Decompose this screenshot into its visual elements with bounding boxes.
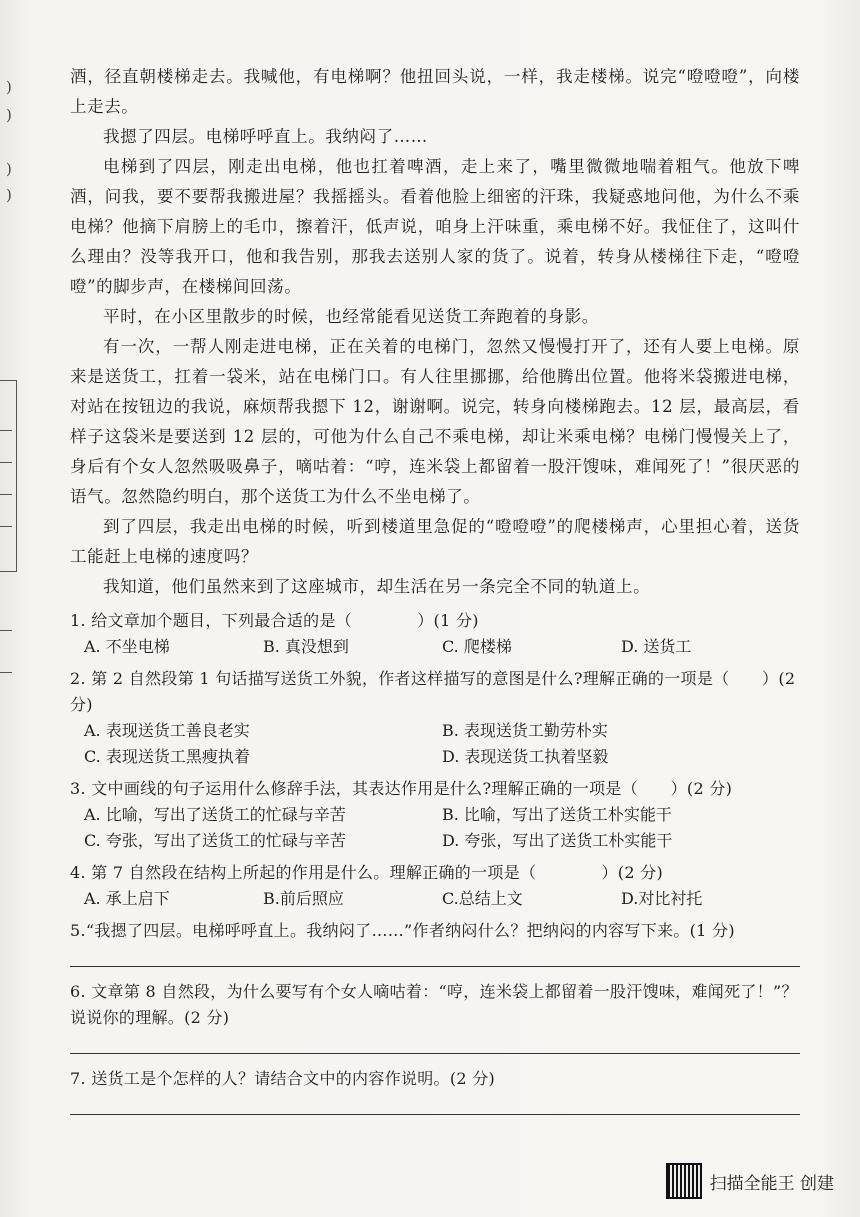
option-d[interactable]: D. 表现送货工执着坚毅 [442, 747, 609, 766]
scanner-watermark [666, 1163, 834, 1199]
option-a[interactable]: A. 承上启下 [84, 889, 170, 908]
option-c[interactable]: C. 夸张，写出了送货工的忙碌与辛苦 [84, 831, 346, 850]
option-a[interactable]: A. 表现送货工善良老实 [84, 721, 250, 740]
margin-line [0, 630, 12, 631]
option-a[interactable]: A. 比喻，写出了送货工的忙碌与辛苦 [84, 805, 346, 824]
option-c[interactable]: C. 表现送货工黑瘦执着 [84, 747, 250, 766]
passage-paragraph-7: 我知道，他们虽然来到了这座城市，却生活在另一条完全不同的轨道上。 [103, 577, 651, 596]
option-d[interactable]: D. 夸张，写出了送货工朴实能干 [442, 831, 673, 850]
question-2: 2. 第 2 自然段第 1 句话描写送货工外貌，作者这样描写的意图是什么?理解正确的一项是（ ）(2 分) [70, 669, 796, 714]
option-c[interactable]: C. 爬楼梯 [442, 637, 512, 656]
answer-line-6[interactable] [70, 1053, 800, 1054]
question-1-options [84, 634, 800, 660]
margin-line [0, 462, 12, 463]
option-d[interactable]: D. 送货工 [621, 637, 692, 656]
answer-line-7[interactable] [70, 1114, 800, 1115]
option-c[interactable]: C.总结上文 [442, 889, 523, 908]
qr-code-icon [666, 1163, 702, 1199]
question-3-options-row2 [84, 828, 800, 854]
margin-paren: ) [6, 106, 12, 124]
question-7: 7. 送货工是个怎样的人？请结合文中的内容作说明。(2 分) [70, 1069, 496, 1088]
passage-paragraph-3: 电梯到了四层，刚走出电梯，他也扛着啤酒，走上来了，嘴里微微地喘着粗气。他放下啤酒，问我，要不要帮我搬进屋？我摇摇头。看着他脸上细密的汗珠，我疑惑地问他，为什么不乘电梯？他摘下肩膀上的毛巾，擦着汗，低声说，咱身上汗味重，乘电梯不好。我怔住了，这叫什么理由？没等我开口，他和我告别，那我去送别人家的货了。说着，转身从楼梯往下走，“噔噔噔”的脚步声，在楼梯间回荡。 [70, 157, 800, 296]
passage-paragraph-5: 有一次，一帮人刚走进电梯，正在关着的电梯门，忽然又慢慢打开了，还有人要上电梯。原来是送货工，扛着一袋米，站在电梯门口。有人往里挪挪，给他腾出位置。他将米袋搬进电梯，对站在按钮边的我说，麻烦帮我摁下 12，谢谢啊。说完，转身向楼梯跑去。12 层，最高层，看样子这袋米是要送到 12 层的，可他为什么自己不乘电梯，却让米乘电梯？电梯门慢慢关上了，身后有个女人忽然吸吸鼻子，嘀咕着：“哼，连米袋上都留着一股汗馊味，难闻死了！”很厌恶的语气。忽然隐约明白，那个送货工为什么不坐电梯了。 [70, 337, 800, 506]
option-d[interactable]: D.对比衬托 [621, 889, 703, 908]
question-4-options [84, 886, 800, 912]
question-5: 5.“我摁了四层。电梯呼呼直上。我纳闷了……”作者纳闷什么？把纳闷的内容写下来。(1 分) [70, 921, 735, 940]
exam-content [70, 62, 800, 1127]
passage-paragraph-4: 平时，在小区里散步的时候，也经常能看见送货工奔跑着的身影。 [103, 307, 599, 326]
option-a[interactable]: A. 不坐电梯 [84, 637, 170, 656]
question-4: 4. 第 7 自然段在结构上所起的作用是什么。理解正确的一项是（ ）(2 分) [70, 863, 664, 882]
passage-paragraph-1: 酒，径直朝楼梯走去。我喊他，有电梯啊？他扭回头说，一样，我走楼梯。说完“噔噔噔”，向楼上走去。 [70, 67, 800, 116]
watermark-label: 扫描全能王 创建 [709, 1173, 834, 1194]
question-3-options [84, 802, 800, 828]
question-1: 1. 给文章加个题目，下列最合适的是（ ）(1 分) [70, 611, 479, 630]
margin-paren: ) [6, 160, 12, 178]
question-2-options [84, 718, 800, 744]
margin-paren: ) [6, 78, 12, 96]
question-3: 3. 文中画线的句子运用什么修辞手法，其表达作用是什么?理解正确的一项是（ ）(2 分) [70, 779, 733, 798]
option-b[interactable]: B. 真没想到 [263, 637, 349, 656]
option-b[interactable]: B. 比喻，写出了送货工朴实能干 [442, 805, 672, 824]
margin-box [0, 380, 17, 572]
passage-paragraph-2: 我摁了四层。电梯呼呼直上。我纳闷了…… [103, 127, 428, 146]
option-b[interactable]: B.前后照应 [263, 889, 344, 908]
passage-paragraph-6: 到了四层，我走出电梯的时候，听到楼道里急促的“噔噔噔”的爬楼梯声，心里担心着，送货工能赶上电梯的速度吗？ [70, 517, 800, 566]
left-margin-marks [0, 0, 40, 1217]
margin-line [0, 430, 12, 431]
answer-line-5[interactable] [70, 966, 800, 967]
margin-line [0, 672, 12, 673]
option-b[interactable]: B. 表现送货工勤劳朴实 [442, 721, 608, 740]
question-6: 6. 文章第 8 自然段，为什么要写有个女人嘀咕着：“哼，连米袋上都留着一股汗馊味，难闻死了！”？说说你的理解。(2 分) [70, 982, 798, 1027]
margin-line [0, 494, 12, 495]
margin-paren: ) [6, 186, 12, 204]
question-2-options-row2 [84, 744, 800, 770]
margin-line [0, 526, 12, 527]
